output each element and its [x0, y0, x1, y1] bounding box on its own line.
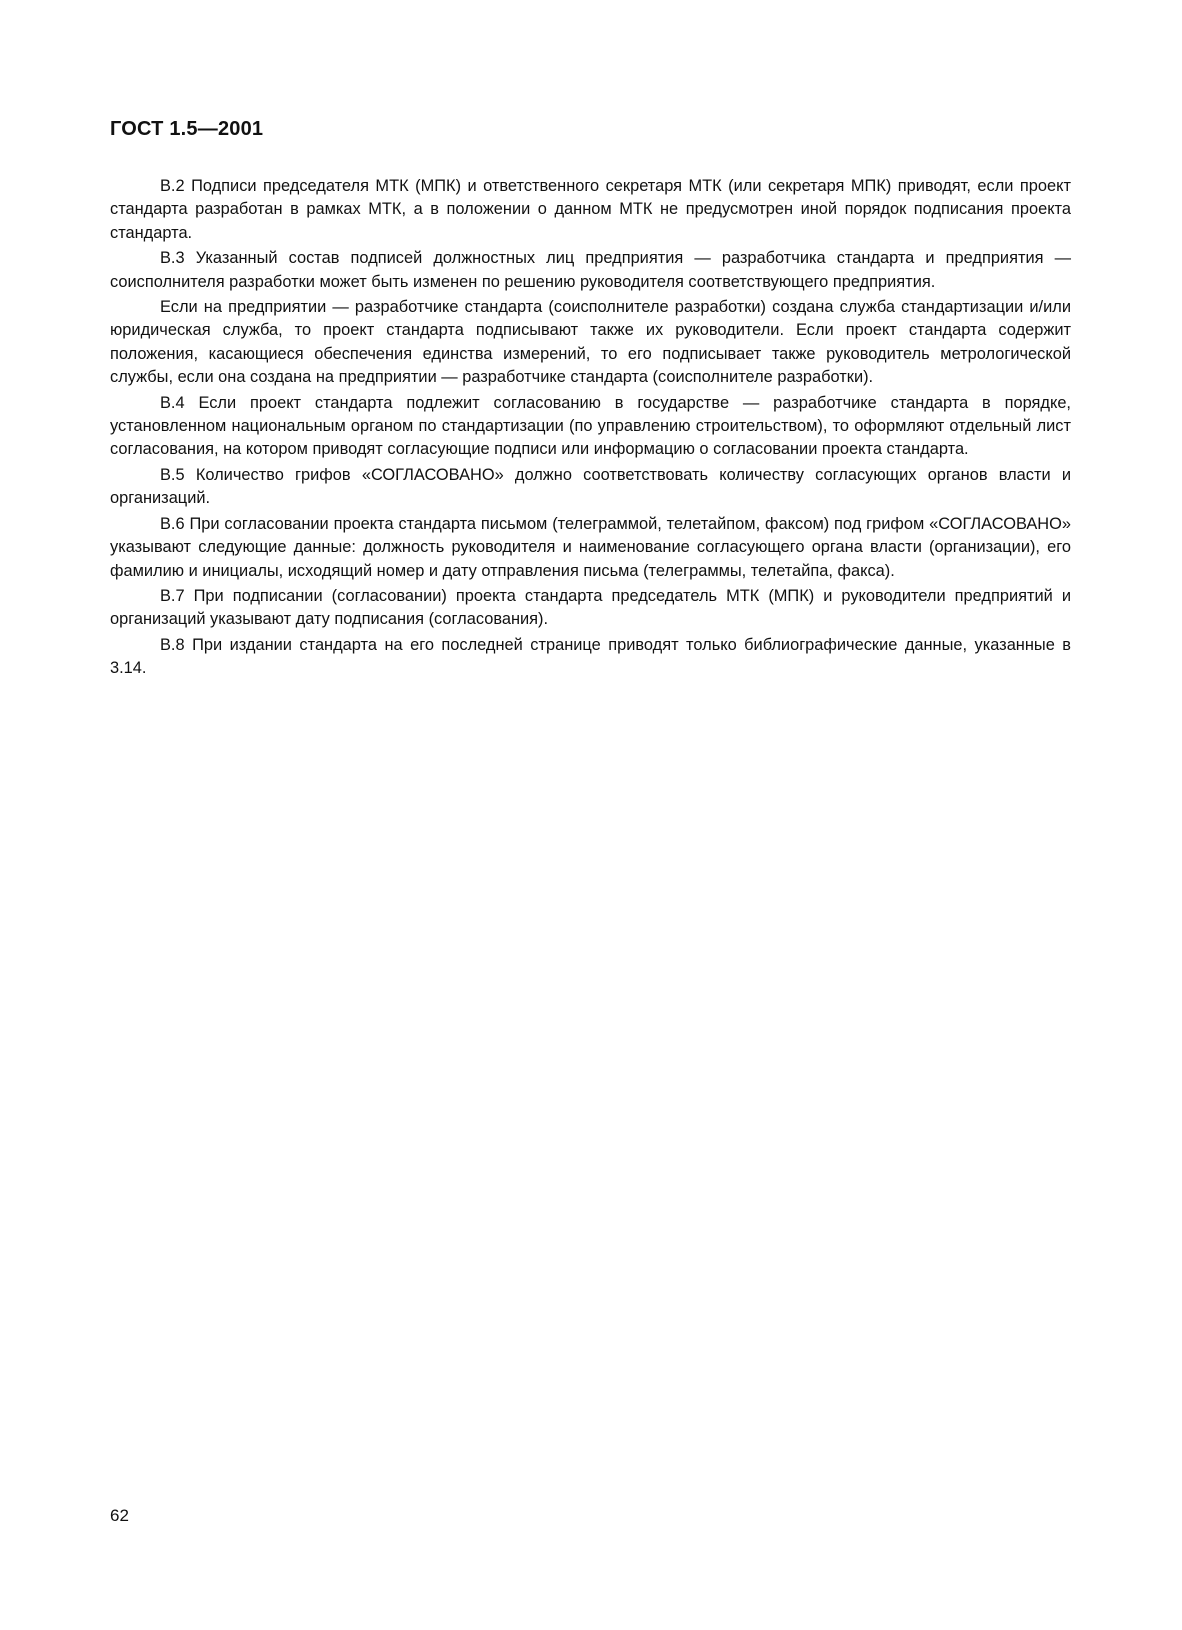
paragraph-v2: В.2 Подписи председателя МТК (МПК) и ответственного секретаря МТК (или секретаря МПК) приводят, если проект стандарта разработан в рамках МТК, а в положении о данном МТК не предусмотрен иной порядок подписания проекта стандарта.	[110, 177, 1071, 242]
document-header: ГОСТ 1.5—2001	[110, 118, 264, 140]
paragraph-v5: В.5 Количество грифов «СОГЛАСОВАНО» должно соответствовать количеству согласующих органов власти и организаций.	[110, 465, 1071, 508]
paragraph-v8: В.8 При издании стандарта на его последней странице приводят только библиографические данные, указанные в 3.14.	[110, 635, 1071, 678]
paragraph-v3: В.3 Указанный состав подписей должностных лиц предприятия — разработчика стандарта и предприятия — соисполнителя разработки может быть изменен по решению руководителя соответствующего предприятия.	[110, 249, 1071, 291]
paragraph-v7: В.7 При подписании (согласовании) проекта стандарта председатель МТК (МПК) и руководители предприятий и организаций указывают дату подписания (согласования).	[110, 586, 1071, 629]
page-number: 62	[110, 1506, 129, 1525]
paragraph-v3-continued: Если на предприятии — разработчике стандарта (соисполнителе разработки) создана служба стандартизации и/или юридическая служба, то проект стандарта подписывают также их руководители. Если проект стандарта содержит положения, касающиеся обеспечения единства измерений, то его подписывает также руководитель метрологической службы, если она создана на предприятии — разработчике стандарта (соисполнителе разработки).	[110, 298, 1071, 387]
paragraph-v4: В.4 Если проект стандарта подлежит согласованию в государстве — разработчике стандарта в порядке, установленном национальным органом по стандартизации (по управлению строительством), то оформляют отдельный лист согласования, на котором приводят согласующие подписи или информацию о согласовании проекта стандарта.	[110, 393, 1071, 459]
document-body	[110, 175, 1071, 683]
paragraph-v6: В.6 При согласовании проекта стандарта письмом (телеграммой, телетайпом, факсом) под грифом «СОГЛАСОВАНО» указывают следующие данные: должность руководителя и наименование согласующего органа власти (организации), его фамилию и инициалы, исходящий номер и дату отправления письма (телеграммы, телетайпа, факса).	[110, 514, 1071, 580]
